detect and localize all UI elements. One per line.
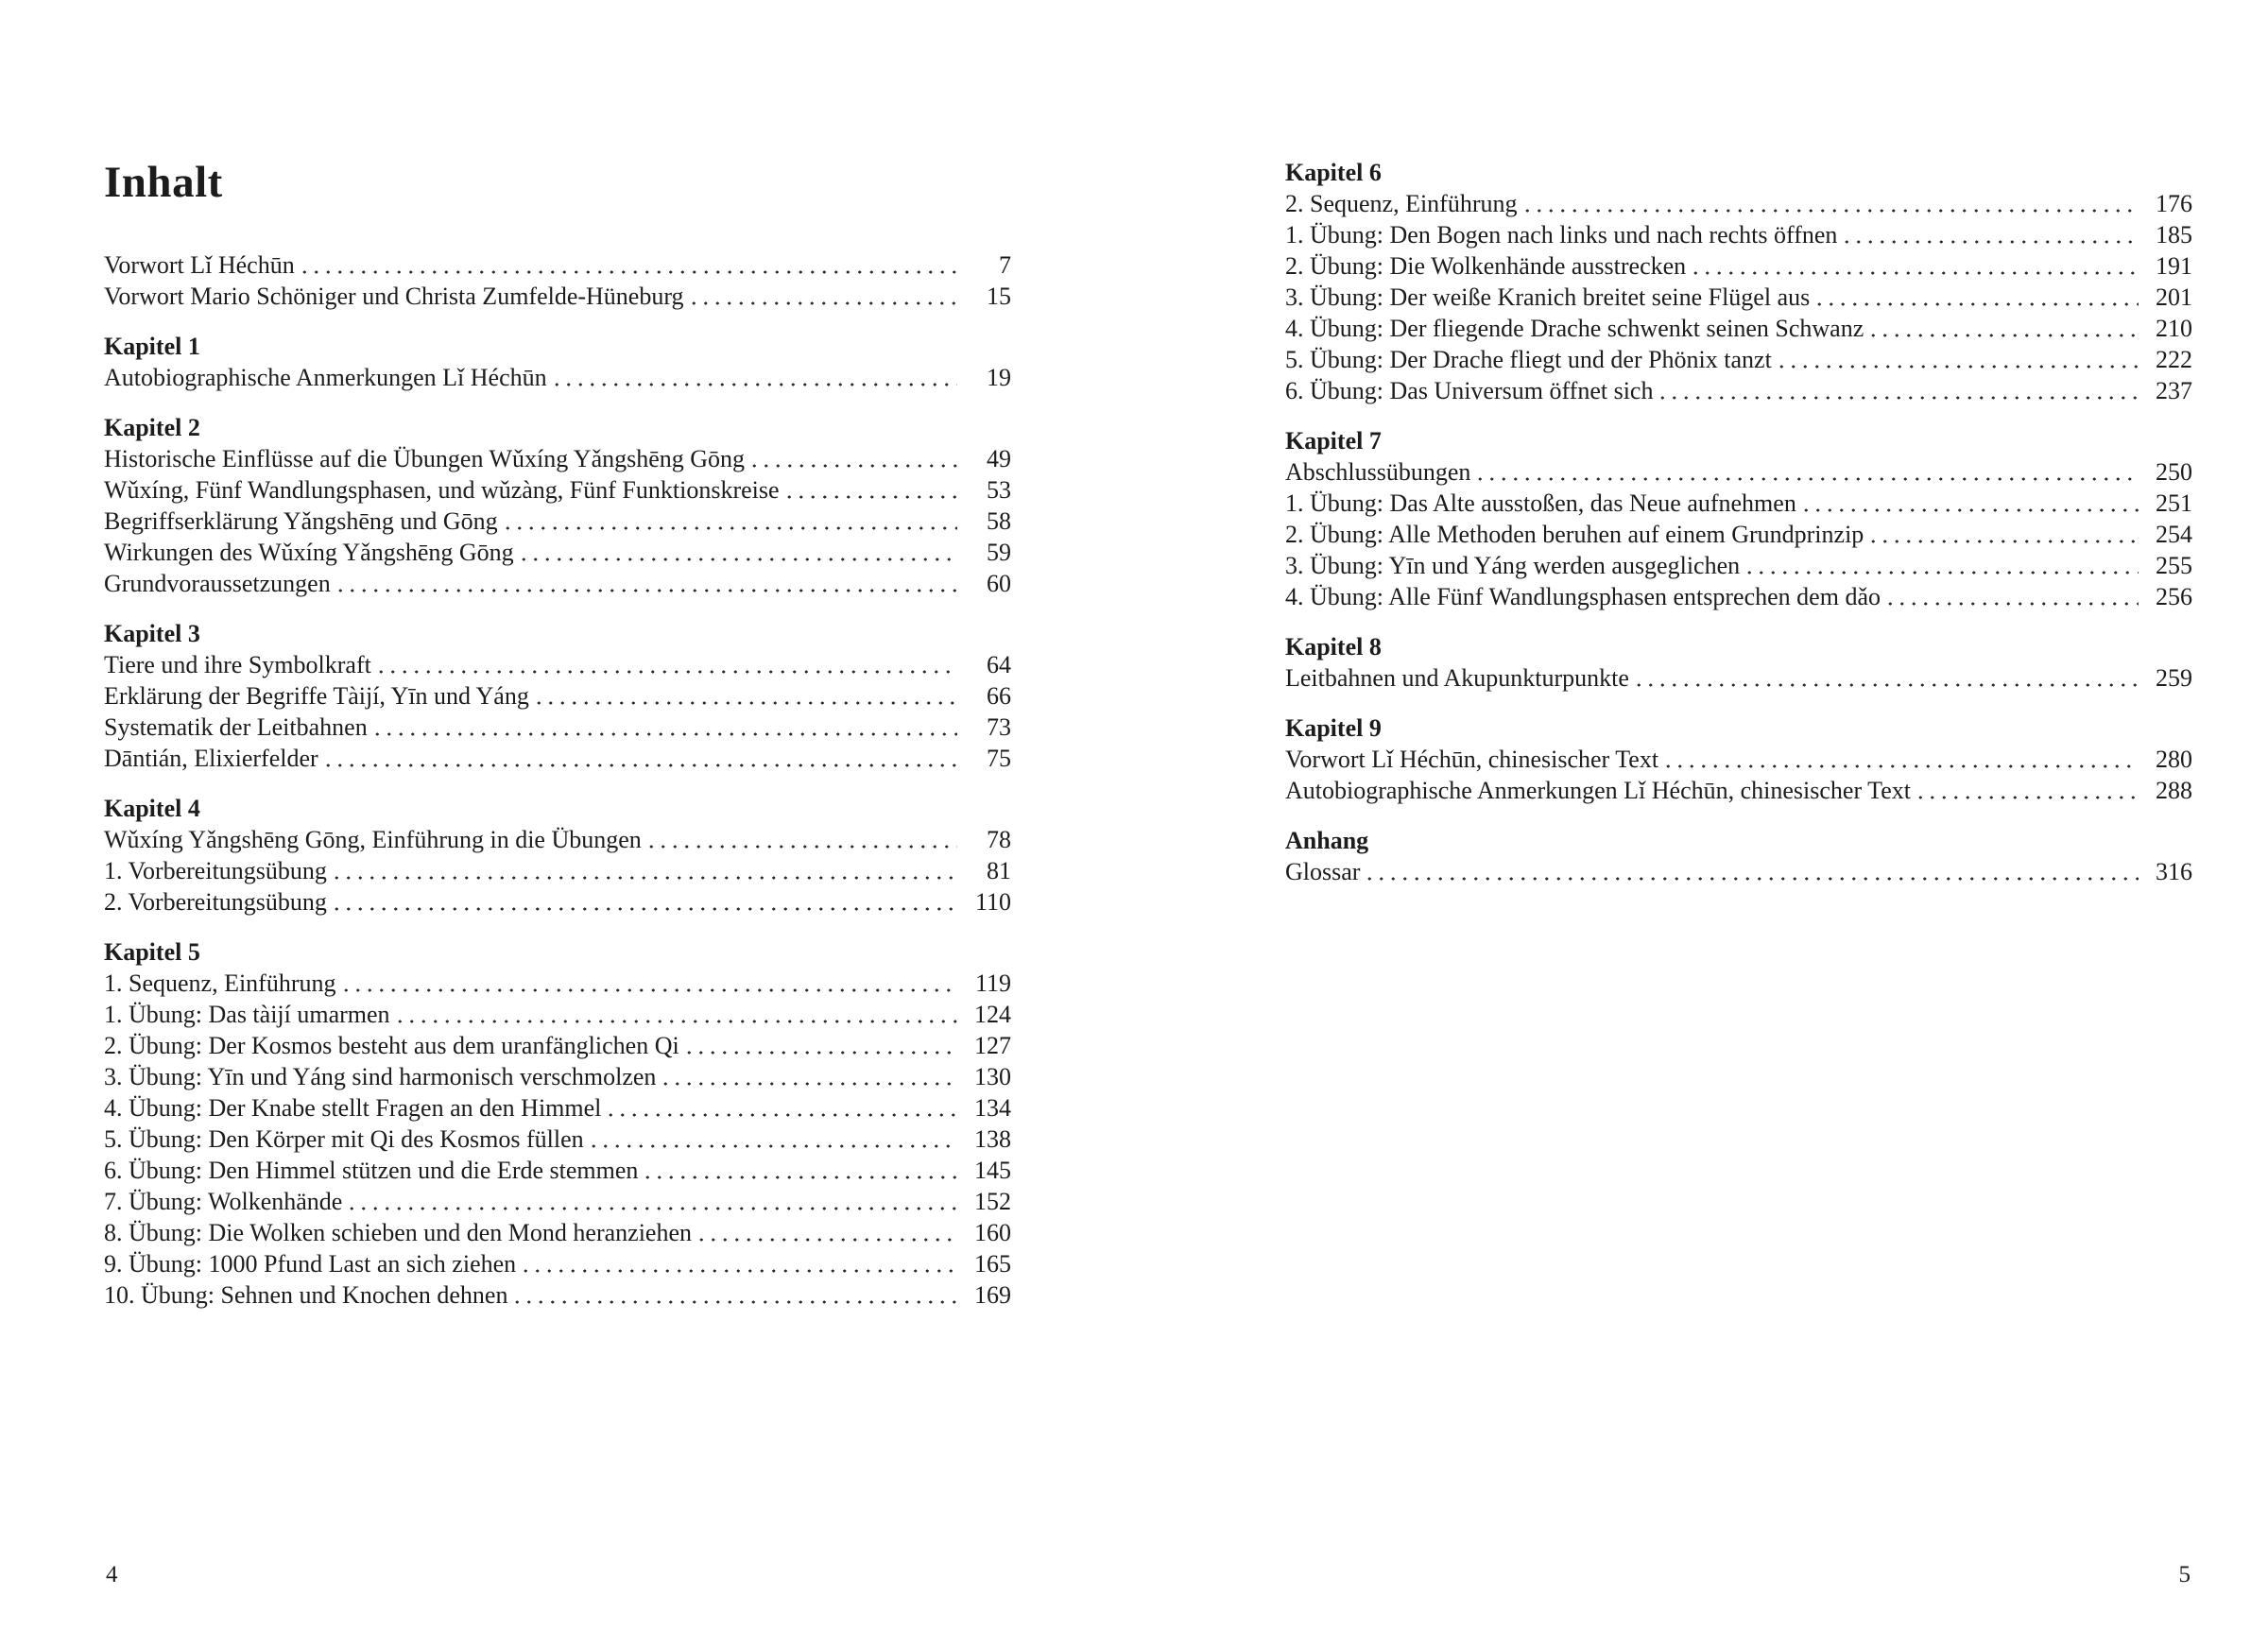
section-heading: Kapitel 9 <box>1285 714 1382 742</box>
toc-entry <box>104 474 1011 506</box>
toc-entry-label: 5. Übung: Den Körper mit Qi des Kosmos füllen <box>104 1124 584 1153</box>
section-heading: Kapitel 3 <box>104 619 200 647</box>
toc-entry <box>104 968 1011 999</box>
toc-entry-page: 58 <box>987 506 1011 535</box>
dot-leader <box>1776 344 2139 375</box>
dot-leader <box>645 824 957 855</box>
toc-entry <box>1285 219 2192 250</box>
toc-entry <box>1285 456 2192 488</box>
toc-entry-label: 1. Sequenz, Einführung <box>104 969 336 997</box>
toc-entry-label: 1. Übung: Das tàijí umarmen <box>104 1000 390 1028</box>
toc-entry <box>104 537 1011 568</box>
toc-entry-page: 73 <box>987 712 1011 741</box>
toc-entry <box>104 824 1011 855</box>
toc-entry-page: 169 <box>974 1280 1011 1309</box>
toc-entry-label: 2. Übung: Die Wolkenhände ausstrecken <box>1285 252 1687 280</box>
toc-entry-page: 201 <box>2156 283 2192 311</box>
dot-leader <box>1813 282 2139 313</box>
toc-entry <box>104 1124 1011 1155</box>
toc-entry-page: 81 <box>987 856 1011 884</box>
dot-leader <box>551 362 957 393</box>
toc-entry <box>1285 856 2192 887</box>
toc-entry-label: 6. Übung: Das Universum öffnet sich <box>1285 377 1654 404</box>
toc-entry-page: 176 <box>2156 190 2192 217</box>
toc-entry <box>104 281 1011 312</box>
toc-entry-label: Wǔxíng Yǎngshēng Gōng, Einführung in die Übungen <box>104 825 642 853</box>
toc-entry-page: 256 <box>2156 583 2192 610</box>
dot-leader <box>394 999 957 1030</box>
toc-entry <box>104 1279 1011 1311</box>
toc-section <box>1285 157 2192 406</box>
toc-entry-page: 152 <box>974 1187 1011 1215</box>
toc-entry-label: 3. Übung: Yīn und Yáng werden ausgeglichen <box>1285 552 1741 579</box>
toc-entry-page: 130 <box>974 1062 1011 1090</box>
section-heading: Anhang <box>1285 827 1369 854</box>
toc-entry-label: Autobiographische Anmerkungen Lǐ Héchūn, chinesischer Text <box>1285 777 1911 804</box>
toc-entry-page: 255 <box>2156 552 2192 579</box>
toc-entry-page: 60 <box>987 569 1011 597</box>
toc-entry-label: 1. Vorbereitungsübung <box>104 856 327 884</box>
dot-leader <box>335 568 957 599</box>
toc-entry-page: 19 <box>987 363 1011 391</box>
dot-leader <box>748 443 957 474</box>
toc-entry <box>1285 375 2192 406</box>
toc-section <box>1285 631 2192 694</box>
toc-entry <box>104 443 1011 474</box>
toc-entry <box>1285 775 2192 806</box>
toc-entry-label: Abschlussübungen <box>1285 458 1471 486</box>
toc-entry <box>104 886 1011 918</box>
dot-leader <box>331 855 957 886</box>
toc-entry <box>104 1155 1011 1186</box>
toc-entry-page: 138 <box>974 1124 1011 1153</box>
toc-entry <box>104 1092 1011 1124</box>
toc-entry <box>1285 581 2192 612</box>
toc-entry-label: Vorwort Mario Schöniger und Christa Zumfelde-Hüneburg <box>104 282 684 310</box>
toc-entry-page: 222 <box>2156 346 2192 373</box>
toc-entry-page: 59 <box>987 538 1011 566</box>
toc-entry <box>104 568 1011 599</box>
toc-section <box>1285 425 2192 612</box>
toc-entry-label: 2. Übung: Alle Methoden beruhen auf einem Grundprinzip <box>1285 521 1864 548</box>
toc-entry-page: 160 <box>974 1218 1011 1246</box>
dot-leader <box>375 649 957 680</box>
toc-entry-page: 64 <box>987 650 1011 678</box>
toc-entry-label: 2. Übung: Der Kosmos besteht aus dem uranfänglichen Qi <box>104 1031 679 1059</box>
dot-leader <box>642 1155 957 1186</box>
toc-entry-label: Grundvoraussetzungen <box>104 569 331 597</box>
toc-entry-page: 259 <box>2156 664 2192 692</box>
toc-entry-page: 110 <box>974 887 1011 916</box>
dot-leader <box>371 712 957 743</box>
toc-entry <box>104 743 1011 774</box>
toc-entry-page: 280 <box>2156 746 2192 773</box>
toc-entry-label: 6. Übung: Den Himmel stützen und die Erde stemmen <box>104 1156 639 1184</box>
toc-section <box>104 618 1011 774</box>
toc-entry-page: 134 <box>974 1093 1011 1122</box>
dot-leader <box>346 1186 957 1217</box>
toc-entry <box>104 855 1011 886</box>
toc-entry-page: 49 <box>987 444 1011 472</box>
right-page-number: 5 <box>2178 1562 2191 1587</box>
dot-leader <box>511 1279 957 1311</box>
section-heading: Kapitel 1 <box>104 332 200 360</box>
toc-entry-page: 210 <box>2156 315 2192 342</box>
dot-leader <box>340 968 957 999</box>
toc-entry-page: 191 <box>2156 252 2192 280</box>
toc-entry <box>104 362 1011 393</box>
toc-entry-label: 4. Übung: Der Knabe stellt Fragen an den Himmel <box>104 1093 602 1122</box>
toc-entry-label: 8. Übung: Die Wolken schieben und den Mond heranziehen <box>104 1218 692 1246</box>
section-heading: Kapitel 4 <box>104 794 200 822</box>
toc-entry-label: Glossar <box>1285 858 1361 885</box>
dot-leader <box>1867 313 2139 344</box>
dot-leader <box>1915 775 2139 806</box>
toc-entry-page: 145 <box>974 1156 1011 1184</box>
dot-leader <box>696 1217 957 1248</box>
dot-leader <box>1521 188 2139 219</box>
toc-entry <box>104 712 1011 743</box>
toc-entry <box>104 1030 1011 1061</box>
toc-entry-page: 119 <box>974 969 1011 997</box>
toc-entry <box>1285 188 2192 219</box>
toc-section <box>104 793 1011 918</box>
toc-entry <box>104 1217 1011 1248</box>
dot-leader <box>520 1248 957 1279</box>
toc-section <box>104 936 1011 1311</box>
toc-entry <box>104 1186 1011 1217</box>
toc-entry-label: Systematik der Leitbahnen <box>104 712 368 741</box>
toc-entry-label: Autobiographische Anmerkungen Lǐ Héchūn <box>104 363 547 391</box>
toc-entry-label: 4. Übung: Alle Fünf Wandlungsphasen entsprechen dem dǎo <box>1285 583 1881 610</box>
toc-entry-label: 2. Sequenz, Einführung <box>1285 190 1518 217</box>
dot-leader <box>533 680 957 712</box>
dot-leader <box>1633 662 2139 694</box>
toc-entry-label: 2. Vorbereitungsübung <box>104 887 327 916</box>
toc-section <box>104 331 1011 393</box>
toc-entry-label: Dāntián, Elixierfelder <box>104 744 318 772</box>
dot-leader <box>688 281 957 312</box>
section-heading: Kapitel 7 <box>1285 427 1382 455</box>
dot-leader <box>331 886 957 918</box>
dot-leader <box>1657 375 2139 406</box>
toc-entry-page: 7 <box>999 250 1011 279</box>
toc-entry-label: Tiere und ihre Symbolkraft <box>104 650 371 678</box>
page-title: Inhalt <box>104 158 223 207</box>
toc-entry-page: 185 <box>2156 221 2192 249</box>
toc-entry <box>104 1248 1011 1279</box>
toc-entry-label: Vorwort Lǐ Héchūn, chinesischer Text <box>1285 746 1659 773</box>
dot-leader <box>1867 519 2139 550</box>
dot-leader <box>502 506 957 537</box>
toc-entry-label: 3. Übung: Yīn und Yáng sind harmonisch verschmolzen <box>104 1062 657 1090</box>
dot-leader <box>588 1124 957 1155</box>
dot-leader <box>1690 250 2139 282</box>
right-page <box>1285 0 2192 887</box>
toc-entry <box>1285 550 2192 581</box>
toc-entry <box>104 649 1011 680</box>
toc-section <box>1285 825 2192 887</box>
toc-entry <box>104 249 1011 281</box>
toc-entry-label: 3. Übung: Der weiße Kranich breitet seine Flügel aus <box>1285 283 1811 311</box>
toc-entry <box>1285 250 2192 282</box>
dot-leader <box>1800 488 2139 519</box>
toc-entry-label: 4. Übung: Der fliegende Drache schwenkt seinen Schwanz <box>1285 315 1864 342</box>
toc-entry-page: 78 <box>987 825 1011 853</box>
toc-entry-page: 66 <box>987 681 1011 710</box>
dot-leader <box>1884 581 2139 612</box>
section-heading: Kapitel 5 <box>104 937 200 966</box>
dot-leader <box>518 537 957 568</box>
dot-leader <box>660 1061 957 1092</box>
toc-entry <box>1285 662 2192 694</box>
toc-section <box>104 249 1011 312</box>
toc-entry-page: 53 <box>987 475 1011 504</box>
toc-entry-page: 165 <box>974 1249 1011 1278</box>
toc-entry <box>104 999 1011 1030</box>
toc-entry-page: 254 <box>2156 521 2192 548</box>
dot-leader <box>1662 744 2139 775</box>
toc-entry <box>104 680 1011 712</box>
toc-entry-label: 5. Übung: Der Drache fliegt und der Phönix tanzt <box>1285 346 1772 373</box>
section-heading: Kapitel 8 <box>1285 633 1382 661</box>
dot-leader <box>1841 219 2139 250</box>
toc-entry-label: Begriffserklärung Yǎngshēng und Gōng <box>104 506 498 535</box>
left-toc-column <box>104 249 1011 1311</box>
toc-entry-page: 288 <box>2156 777 2192 804</box>
dot-leader <box>605 1092 957 1124</box>
toc-entry-label: Leitbahnen und Akupunkturpunkte <box>1285 664 1629 692</box>
toc-entry-label: Historische Einflüsse auf die Übungen Wǔxíng Yǎngshēng Gōng <box>104 444 746 472</box>
toc-entry-label: Wirkungen des Wǔxíng Yǎngshēng Gōng <box>104 538 514 566</box>
toc-entry-label: Wǔxíng, Fünf Wandlungsphasen, und wǔzàng, Fünf Funktionskreise <box>104 475 780 504</box>
toc-entry <box>104 506 1011 537</box>
toc-entry-label: 7. Übung: Wolkenhände <box>104 1187 343 1215</box>
toc-entry <box>1285 488 2192 519</box>
toc-entry-label: 1. Übung: Das Alte ausstoßen, das Neue aufnehmen <box>1285 489 1796 517</box>
dot-leader <box>1364 856 2139 887</box>
toc-entry-page: 127 <box>974 1031 1011 1059</box>
toc-section <box>1285 712 2192 806</box>
toc-section <box>104 412 1011 599</box>
dot-leader <box>1744 550 2139 581</box>
left-page-number: 4 <box>106 1562 118 1587</box>
dot-leader <box>299 249 957 281</box>
toc-entry-page: 250 <box>2156 458 2192 486</box>
toc-entry <box>1285 313 2192 344</box>
toc-entry-page: 251 <box>2156 489 2192 517</box>
toc-entry-label: 1. Übung: Den Bogen nach links und nach rechts öffnen <box>1285 221 1838 249</box>
toc-entry-page: 316 <box>2156 858 2192 885</box>
toc-entry <box>1285 744 2192 775</box>
right-column-spacer <box>1285 0 2192 157</box>
toc-entry-page: 15 <box>987 282 1011 310</box>
section-heading: Kapitel 6 <box>1285 159 1382 186</box>
toc-entry-page: 237 <box>2156 377 2192 404</box>
toc-entry <box>104 1061 1011 1092</box>
dot-leader <box>322 743 957 774</box>
toc-entry <box>1285 282 2192 313</box>
section-heading: Kapitel 2 <box>104 413 200 441</box>
toc-entry-label: 9. Übung: 1000 Pfund Last an sich ziehen <box>104 1249 517 1278</box>
toc-entry-page: 75 <box>987 744 1011 772</box>
dot-leader <box>783 474 957 506</box>
dot-leader <box>683 1030 957 1061</box>
dot-leader <box>1474 456 2139 488</box>
toc-entry <box>1285 344 2192 375</box>
toc-entry <box>1285 519 2192 550</box>
toc-entry-label: 10. Übung: Sehnen und Knochen dehnen <box>104 1280 508 1309</box>
toc-entry-label: Erklärung der Begriffe Tàijí, Yīn und Yáng <box>104 681 529 710</box>
toc-entry-label: Vorwort Lǐ Héchūn <box>104 250 295 279</box>
right-toc-column <box>1285 157 2192 887</box>
left-page <box>104 0 1011 1311</box>
toc-entry-page: 124 <box>974 1000 1011 1028</box>
